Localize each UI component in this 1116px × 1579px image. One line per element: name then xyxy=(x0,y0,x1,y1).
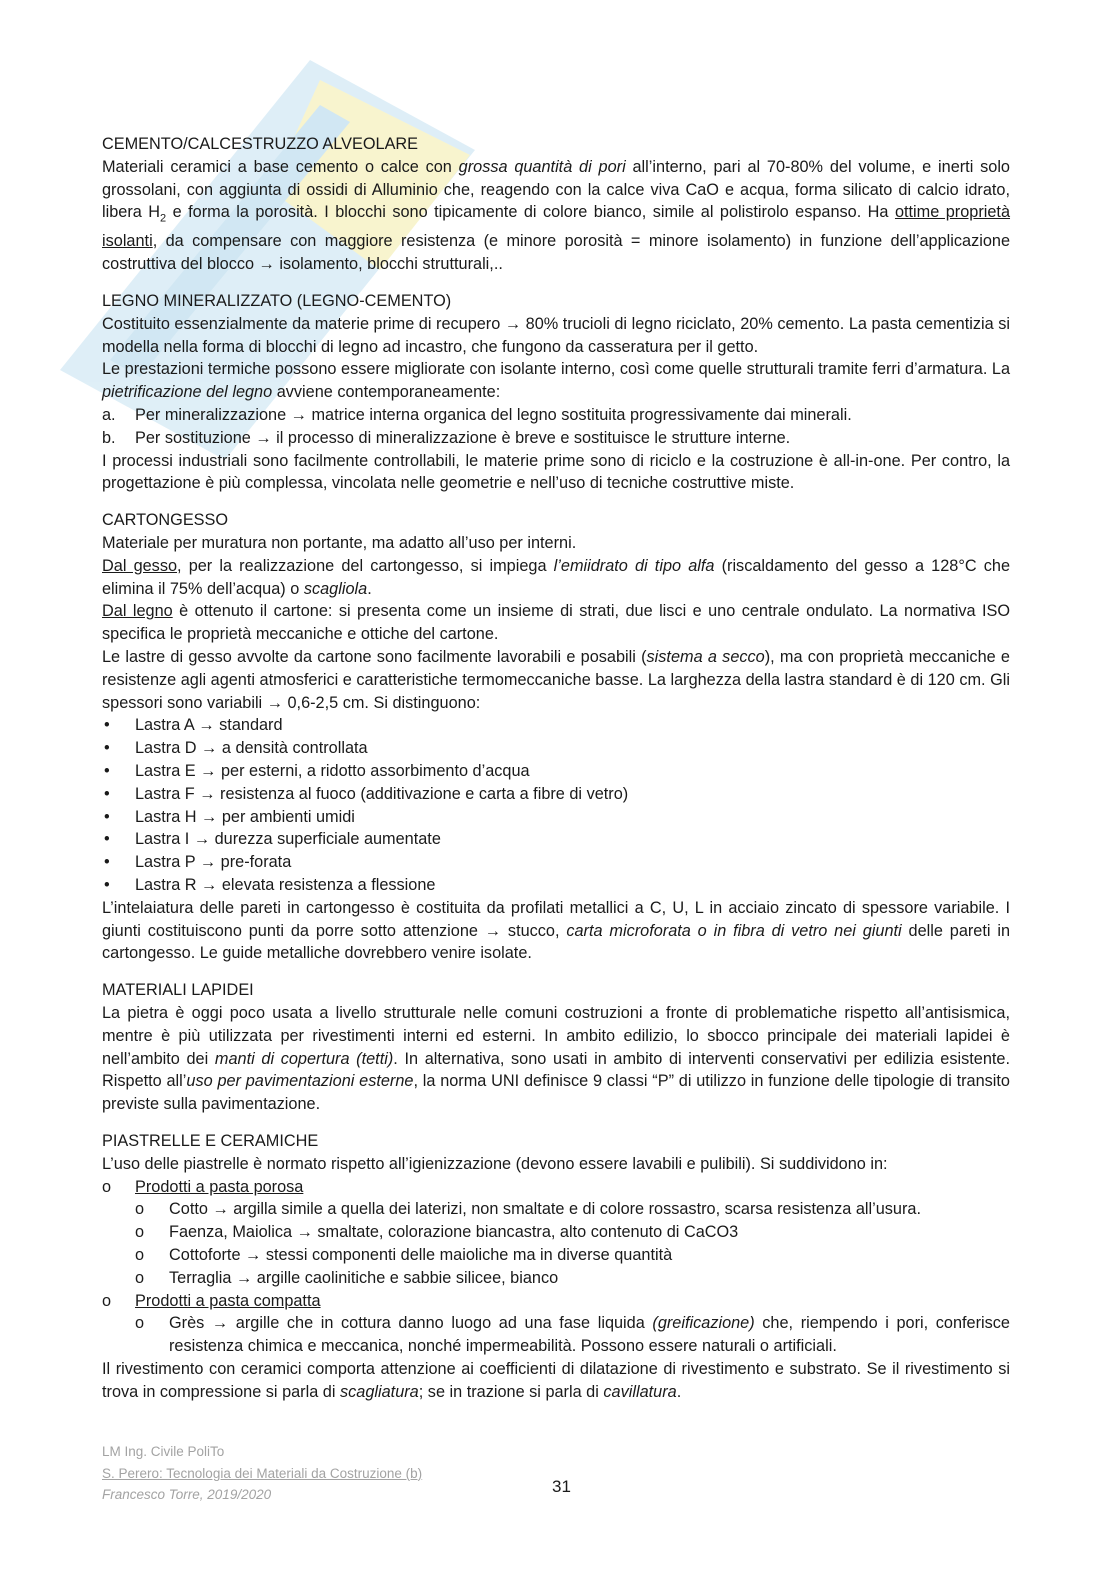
list-item: • Lastra A → standard xyxy=(104,716,283,735)
list-item: b. Per sostituzione → il processo di mineralizzazione è breve e sostituisce le strutture interne. xyxy=(102,428,791,447)
paragraph: I processi industriali sono facilmente controllabili, le materie prime sono di riciclo e la costruzione è all-in-one. Per contro, la progettazione è più complessa, vincolata nelle geometrie e nell’uso di tecniche costruttive miste. xyxy=(102,451,1010,493)
page-number: 31 xyxy=(552,1477,571,1496)
list-item: o Faenza, Maiolica → smaltate, colorazione biancastra, alto contenuto di CaCO3 xyxy=(135,1223,739,1242)
paragraph: Materiali ceramici a base cemento o calce con grossa quantità di pori all’interno, pari al 70-80% del volume, e inerti solo grossolani, con aggiunta di ossidi di Alluminio che, reagendo con la calce viva CaO e acqua, forma silicato di calcio idrato, libera $H_2$ e forma la porosità. I blocchi sono tipicamente di colore bianco, simile al polistirolo espanso. Ha ottime proprietà isolanti, da compensare con maggiore resistenza (e minore porosità = minore isolamento) in funzione dell’applicazione costruttiva del blocco → isolamento, blocchi strutturali,.. xyxy=(102,157,1011,274)
section-legno xyxy=(102,290,1010,495)
list-item: o Cottoforte → stessi componenti delle maioliche ma in diverse quantità xyxy=(135,1245,673,1264)
section-cemento xyxy=(102,133,1010,276)
paragraph: Le lastre di gesso avvolte da cartone sono facilmente lavorabili e posabili (sistema a secco), ma con proprietà meccaniche e resistenze agli agenti atmosferici e caratteristiche termomeccaniche basse. La larghezza della lastra standard è di 120 cm. Gli spessori sono variabili → 0,6-2,5 cm. Si distinguono: xyxy=(102,647,1010,712)
paragraph: Costituito essenzialmente da materie prime di recupero → 80% trucioli di legno riciclato, 20% cemento. La pasta cementizia si modella nella forma di blocchi di legno ad incastro, che fungono da casseratura per il getto. xyxy=(102,314,1010,356)
footer-line-author: Francesco Torre, 2019/2020 xyxy=(102,1487,272,1502)
list-item: o Cotto → argilla simile a quella dei laterizi, non smaltate e di colore rossastro, scarsa resistenza all’usura. xyxy=(135,1200,921,1219)
section-title: LEGNO MINERALIZZATO (LEGNO-CEMENTO) xyxy=(102,292,452,311)
list-item: • Lastra I → durezza superficiale aumentate xyxy=(104,830,441,849)
paragraph: L’uso delle piastrelle è normato rispetto all’igienizzazione (devono essere lavabili e pulibili). Si suddividono in: xyxy=(102,1154,888,1173)
document-page xyxy=(102,133,1010,1417)
section-piastrelle xyxy=(102,1130,1010,1404)
section-title: CEMENTO/CALCESTRUZZO ALVEOLARE xyxy=(102,135,419,153)
footer-line-course: LM Ing. Civile PoliTo xyxy=(102,1444,225,1459)
list-item: o Terraglia → argille caolinitiche e sabbie silicee, bianco xyxy=(135,1268,559,1287)
list-item: • Lastra F → resistenza al fuoco (additivazione e carta a fibre di vetro) xyxy=(104,784,629,803)
paragraph: La pietra è oggi poco usata a livello strutturale nelle comuni costruzioni a fronte di problematiche rispetto all’antisismica, mentre è più utilizzata per rivestimenti interni ed esterni. In ambito edilizio, lo sbocco principale dei materiali lapidei è nell’ambito dei manti di copertura (tetti). In alternativa, sono usati in ambito di interventi conservativi per edilizia esistente. Rispetto all’uso per pavimentazioni esterne, la norma UNI definisce 9 classi “P” di utilizzo in funzione delle tipologie di transito previste sulla pavimentazione. xyxy=(102,1003,1010,1114)
paragraph: Dal gesso, per la realizzazione del cartongesso, si impiega l’emiidrato di tipo alfa (riscaldamento del gesso a 128°C che elimina il 75% dell’acqua) o scagliola. xyxy=(102,556,1010,598)
section-title: PIASTRELLE E CERAMICHE xyxy=(102,1131,319,1150)
footer-line-subject: S. Perero: Tecnologia dei Materiali da Costruzione (b) xyxy=(102,1465,423,1481)
list-item: o Grès → argille che in cottura danno luogo ad una fase liquida (greificazione) che, riempendo i pori, conferisce resistenza chimica e meccanica, nonché impermeabilità. Possono essere naturali o artificiali. xyxy=(135,1314,1010,1356)
paragraph: Il rivestimento con ceramici comporta attenzione ai coefficienti di dilatazione di rivestimento e substrato. Se il rivestimento si trova in compressione si parla di scagliatura; se in trazione si parla di cavillatura. xyxy=(102,1359,1010,1401)
list-item: • Lastra D → a densità controllata xyxy=(104,739,368,758)
list-item: • Lastra P → pre-forata xyxy=(104,853,292,872)
footer xyxy=(102,1441,422,1506)
list-item: • Lastra E → per esterni, a ridotto assorbimento d’acqua xyxy=(104,761,530,780)
list-group: o Prodotti a pasta porosa xyxy=(102,1177,304,1196)
paragraph: Le prestazioni termiche possono essere migliorate con isolante interno, così come quelle strutturali tramite ferri d’armatura. La pietrificazione del legno avviene contemporaneamente: xyxy=(102,360,1010,402)
paragraph: Dal legno è ottenuto il cartone: si presenta come un insieme di strati, due lisci e uno centrale ondulato. La normativa ISO specifica le proprietà meccaniche e ottiche del cartone. xyxy=(102,602,1010,644)
list-item: • Lastra R → elevata resistenza a flessione xyxy=(104,875,436,894)
section-lapidei xyxy=(102,979,1010,1116)
section-cartongesso xyxy=(102,509,1010,965)
section-title: MATERIALI LAPIDEI xyxy=(102,981,254,1000)
paragraph: L’intelaiatura delle pareti in cartongesso è costituita da profilati metallici a C, U, L in acciaio zincato di spessore variabile. I giunti costituiscono punti da porre sotto attenzione → stucco, carta microforata o in fibra di vetro nei giunti delle pareti in cartongesso. Le guide metalliche dovrebbero venire isolate. xyxy=(102,898,1011,963)
list-item: • Lastra H → per ambienti umidi xyxy=(104,807,355,826)
section-title: CARTONGESSO xyxy=(102,511,229,530)
list-group: o Prodotti a pasta compatta xyxy=(102,1291,321,1310)
paragraph: Materiale per muratura non portante, ma adatto all’uso per interni. xyxy=(102,534,577,552)
list-item: a. Per mineralizzazione → matrice interna organica del legno sostituita progressivamente dai minerali. xyxy=(102,406,852,425)
